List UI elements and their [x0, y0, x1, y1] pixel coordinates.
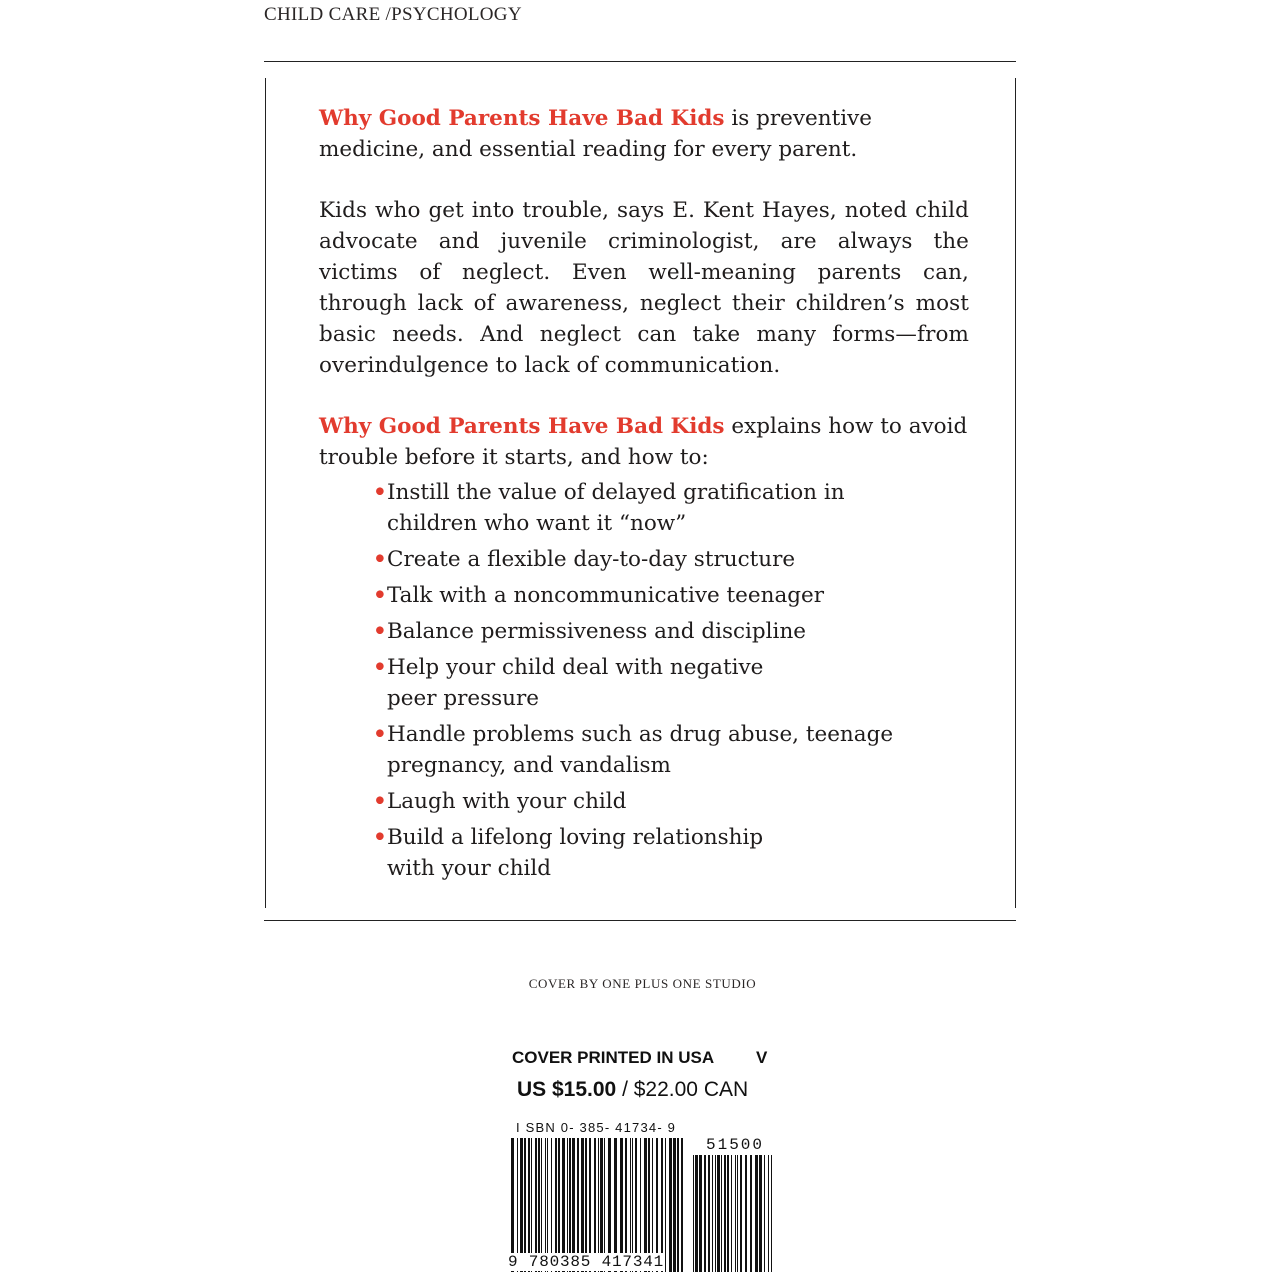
barcode-bar [721, 1155, 722, 1272]
barcode-bar [594, 1138, 596, 1272]
barcode-bar [562, 1138, 565, 1272]
intro-text: is preventive medicine, and essential reading for every parent. [319, 106, 872, 162]
barcode-bar [759, 1155, 762, 1272]
barcode-bar [528, 1138, 530, 1272]
barcode-bar [625, 1138, 627, 1272]
barcode-bar [717, 1155, 720, 1272]
list-item: • Balance permissiveness and discipline [373, 616, 933, 647]
list-item: • Talk with a noncommunicative teenager [373, 580, 933, 611]
barcode-bar [693, 1155, 694, 1272]
barcode-addon [692, 1155, 776, 1272]
barcode-bar [644, 1138, 647, 1272]
barcode-bar [620, 1138, 623, 1272]
list-item: • Instill the value of delayed gratification in children who want it “now” [373, 477, 933, 539]
body-paragraph: Kids who get into trouble, says E. Kent Hayes, noted child advocate and juvenile criminologist, are always the victims of neglect. Even well-meaning parents can, through lack of awareness, neglect their children’s most basic needs. And neglect can take many forms—from overindulgence to lack of communication. [319, 198, 969, 378]
blurb [319, 103, 979, 889]
barcode-bar [581, 1138, 584, 1272]
barcode-bar [768, 1155, 769, 1272]
barcode-bar [535, 1138, 537, 1272]
barcode-bar [724, 1155, 726, 1272]
left-rule [265, 78, 266, 908]
book-title-highlight-2: Why Good Parents Have Bad Kids [319, 414, 725, 439]
barcode-bar [541, 1138, 542, 1272]
bullet-icon: • [373, 789, 387, 814]
price [517, 1078, 748, 1102]
barcode-bar [598, 1138, 599, 1272]
barcode-digits: 9 780385 417341 [508, 1253, 665, 1271]
barcode-bar [567, 1138, 568, 1272]
bullet-list [319, 477, 933, 884]
bullet-icon: • [373, 480, 387, 505]
barcode-bar [661, 1138, 663, 1272]
barcode-bar [704, 1155, 706, 1272]
barcode-bar [538, 1138, 540, 1272]
barcode-bar [640, 1138, 641, 1272]
barcode-bar [517, 1138, 518, 1272]
bullet-icon: • [373, 722, 387, 747]
printed-in-usa: COVER PRINTED IN USA V [512, 1048, 768, 1067]
barcode-bar [511, 1138, 514, 1272]
cover-credit: COVER BY ONE PLUS ONE STUDIO [528, 976, 757, 991]
barcode-bar [569, 1138, 571, 1272]
barcode-bar [731, 1155, 732, 1272]
barcode-bar [632, 1138, 633, 1272]
barcode-bar [572, 1138, 575, 1272]
barcode-bar [577, 1138, 579, 1272]
barcode-bar [695, 1155, 698, 1272]
barcode-bar [589, 1138, 591, 1272]
list-item: • Handle problems such as drug abuse, teenage pregnancy, and vandalism [373, 719, 933, 781]
printed-code: V [756, 1048, 768, 1067]
barcode-bar [745, 1155, 747, 1272]
barcode-bar [750, 1155, 752, 1272]
barcode-bar [551, 1138, 552, 1272]
barcode-bar [547, 1138, 548, 1272]
barcode-bar [699, 1155, 702, 1272]
category-label: CHILD CARE /PSYCHOLOGY [264, 4, 522, 25]
barcode-bar [727, 1155, 729, 1272]
price-us: US $15.00 [517, 1078, 617, 1101]
barcode-bar [608, 1138, 611, 1272]
barcode-bar [764, 1155, 765, 1272]
barcode-bar [656, 1138, 658, 1272]
barcode-bar [555, 1138, 557, 1272]
barcode-bar [520, 1138, 523, 1272]
barcode-bar [665, 1138, 666, 1272]
price-can: / $22.00 CAN [616, 1078, 749, 1101]
barcode-bar [735, 1155, 736, 1272]
bottom-rule [264, 920, 1016, 921]
barcode-bar [524, 1138, 526, 1272]
right-rule [1015, 78, 1016, 908]
list-item: • Create a flexible day-to-day structure [373, 544, 933, 575]
bullet-icon: • [373, 583, 387, 608]
barcode-bar [715, 1155, 716, 1272]
isbn-label: I SBN 0- 385- 41734- 9 [516, 1120, 677, 1135]
bullet-icon: • [373, 547, 387, 572]
bullet-icon: • [373, 825, 387, 850]
barcode-bar [673, 1138, 676, 1272]
barcode-bar [545, 1138, 546, 1272]
barcode-bar [558, 1138, 560, 1272]
list-item: • Build a lifelong loving relationship with your child [373, 822, 807, 884]
book-title-highlight: Why Good Parents Have Bad Kids [319, 106, 725, 131]
barcode-bar [635, 1138, 637, 1272]
barcode-bar [531, 1138, 532, 1272]
barcode-bar [708, 1155, 710, 1272]
top-rule [264, 61, 1016, 62]
barcode-bar [681, 1138, 683, 1272]
barcode-bar [585, 1138, 587, 1272]
intro-paragraph [319, 103, 969, 165]
barcode-bar [614, 1138, 617, 1272]
barcode-bar [652, 1138, 653, 1272]
barcode-bar [755, 1155, 758, 1272]
bullet-icon: • [373, 655, 387, 680]
explains-text: explains how to avoid trouble before it starts, and how to: [319, 414, 968, 470]
barcode-bar [712, 1155, 713, 1272]
barcode-bar [677, 1138, 679, 1272]
barcode-bar [604, 1138, 605, 1272]
barcode-bar [771, 1155, 772, 1272]
barcode-bar [648, 1138, 650, 1272]
explains-paragraph [319, 411, 969, 473]
addon-number: 51500 [706, 1136, 765, 1154]
list-item: • Laugh with your child [373, 786, 933, 817]
list-item: • Help your child deal with negative peer pressure [373, 652, 807, 714]
barcode-bar [737, 1155, 738, 1272]
barcode-bar [740, 1155, 742, 1272]
barcode-main [510, 1138, 686, 1272]
barcode-bar [630, 1138, 631, 1272]
barcode-bar [600, 1138, 603, 1272]
bullet-icon: • [373, 619, 387, 644]
barcode-bar [669, 1138, 672, 1272]
